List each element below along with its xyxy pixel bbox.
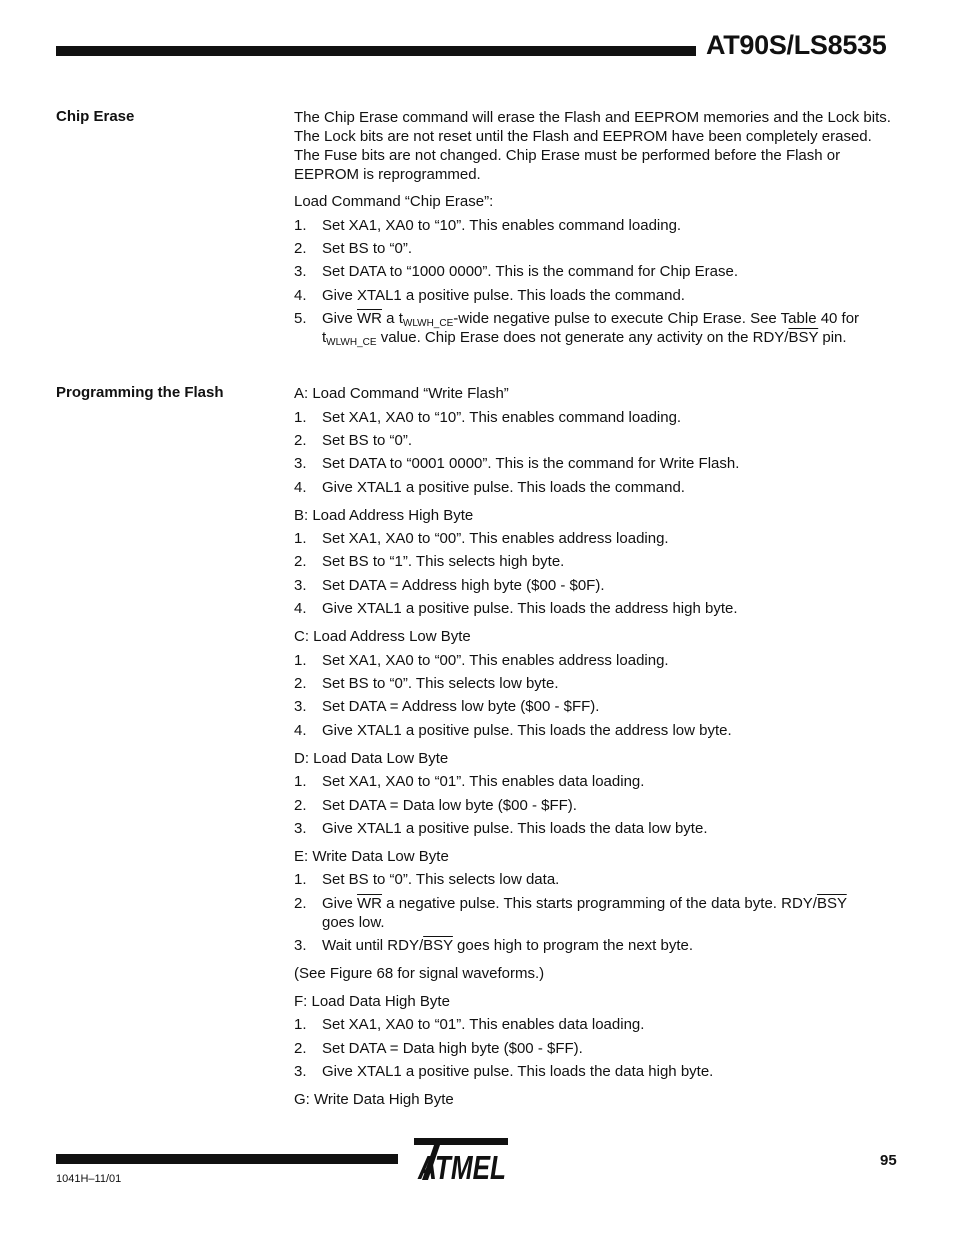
list-item: 1. Set XA1, XA0 to “10”. This enables command loading. (294, 409, 682, 426)
list-item: 2. Give $\overline{WR}$ a negative pulse. This starts programming of the data byte. RDY/$\overline{BSY}$ goes low. (294, 895, 847, 931)
footer-rule (56, 1154, 398, 1164)
list-item: 4. Give XTAL1 a positive pulse. This loads the command. (294, 479, 685, 496)
step-e-label: E: Write Data Low Byte (294, 848, 449, 865)
list-item: 2. Set DATA = Data low byte ($00 - $FF). (294, 797, 577, 814)
chip-erase-paragraph: The Chip Erase command will erase the Flash and EEPROM memories and the Lock bits. The Lock bits are not reset until the Flash and EEPROM have been completely erased. The Fuse bits are not changed. Chip Erase must be performed before the Flash or EEPROM is reprogrammed. (294, 109, 891, 183)
list-item: 1. Set XA1, XA0 to “00”. This enables address loading. (294, 652, 669, 669)
list-item: 3. Set DATA to “1000 0000”. This is the command for Chip Erase. (294, 263, 739, 280)
list-item: 2. Set BS to “0”. (294, 432, 413, 449)
list-item: 3. Set DATA to “0001 0000”. This is the command for Write Flash. (294, 455, 740, 472)
page-number: 95 (880, 1152, 897, 1169)
bsy-signal: $\overline{BSY}$ (788, 329, 819, 346)
svg-text:ATMEL: ATMEL (417, 1149, 506, 1186)
list-item-chip-erase-step5: 5. Give $\overline{WR}$ a $t_{WLWH\_CE}$-wide negative pulse to execute Chip Erase. See Table 40 for $t_{WLWH\_CE}$ value. Chip Erase does not generate any activity on the RDY/$\overline{BSY}$ pin. (294, 310, 860, 348)
step-d-label: D: Load Data Low Byte (294, 750, 449, 767)
step-g-label: G: Write Data High Byte (294, 1091, 454, 1108)
list-item: 2. Set BS to “1”. This selects high byte. (294, 553, 565, 570)
section-heading-programming-flash: Programming the Flash (56, 384, 224, 401)
list-item: 4. Give XTAL1 a positive pulse. This loads the address low byte. (294, 722, 732, 739)
list-item: 2. Set DATA = Data high byte ($00 - $FF). (294, 1040, 583, 1057)
list-item: 2. Set BS to “0”. This selects low byte. (294, 675, 559, 692)
list-item: 3. Set DATA = Address high byte ($00 - $0F). (294, 577, 605, 594)
list-item: 3. Set DATA = Address low byte ($00 - $FF). (294, 698, 600, 715)
document-title: AT90S/LS8535 (706, 30, 887, 60)
list-item: 1. Set XA1, XA0 to “01”. This enables data loading. (294, 773, 645, 790)
bsy-signal: $\overline{BSY}$ (816, 895, 847, 912)
step-a-label: A: Load Command “Write Flash” (294, 385, 509, 402)
list-item: 1. Set XA1, XA0 to “00”. This enables address loading. (294, 530, 669, 547)
bsy-signal: $\overline{BSY}$ (423, 937, 453, 954)
list-item: 4. Give XTAL1 a positive pulse. This loads the command. (294, 287, 685, 304)
step-b-label: B: Load Address High Byte (294, 507, 474, 524)
wr-signal: $\overline{WR}$ (357, 310, 383, 327)
step-f-label: F: Load Data High Byte (294, 993, 450, 1010)
list-item: 2. Set BS to “0”. (294, 240, 413, 257)
document-code: 1041H–11/01 (56, 1173, 122, 1185)
chip-erase-load-label: Load Command “Chip Erase”: (294, 193, 494, 210)
wr-signal: $\overline{WR}$ (357, 895, 383, 912)
see-figure-note: (See Figure 68 for signal waveforms.) (294, 965, 545, 982)
list-item: 1. Set BS to “0”. This selects low data. (294, 871, 560, 888)
list-item: 3. Wait until RDY/$\overline{BSY}$ goes high to program the next byte. (294, 937, 694, 954)
header-rule (56, 46, 696, 56)
step-c-label: C: Load Address Low Byte (294, 628, 471, 645)
list-item: 3. Give XTAL1 a positive pulse. This loads the data low byte. (294, 820, 708, 837)
list-item: 4. Give XTAL1 a positive pulse. This loads the address high byte. (294, 600, 738, 617)
list-item: 3. Give XTAL1 a positive pulse. This loads the data high byte. (294, 1063, 714, 1080)
atmel-logo (412, 1138, 510, 1184)
section-heading-chip-erase: Chip Erase (56, 108, 135, 125)
list-item: 1. Set XA1, XA0 to “01”. This enables data loading. (294, 1016, 645, 1033)
list-item: 1. Set XA1, XA0 to “10”. This enables command loading. (294, 217, 682, 234)
